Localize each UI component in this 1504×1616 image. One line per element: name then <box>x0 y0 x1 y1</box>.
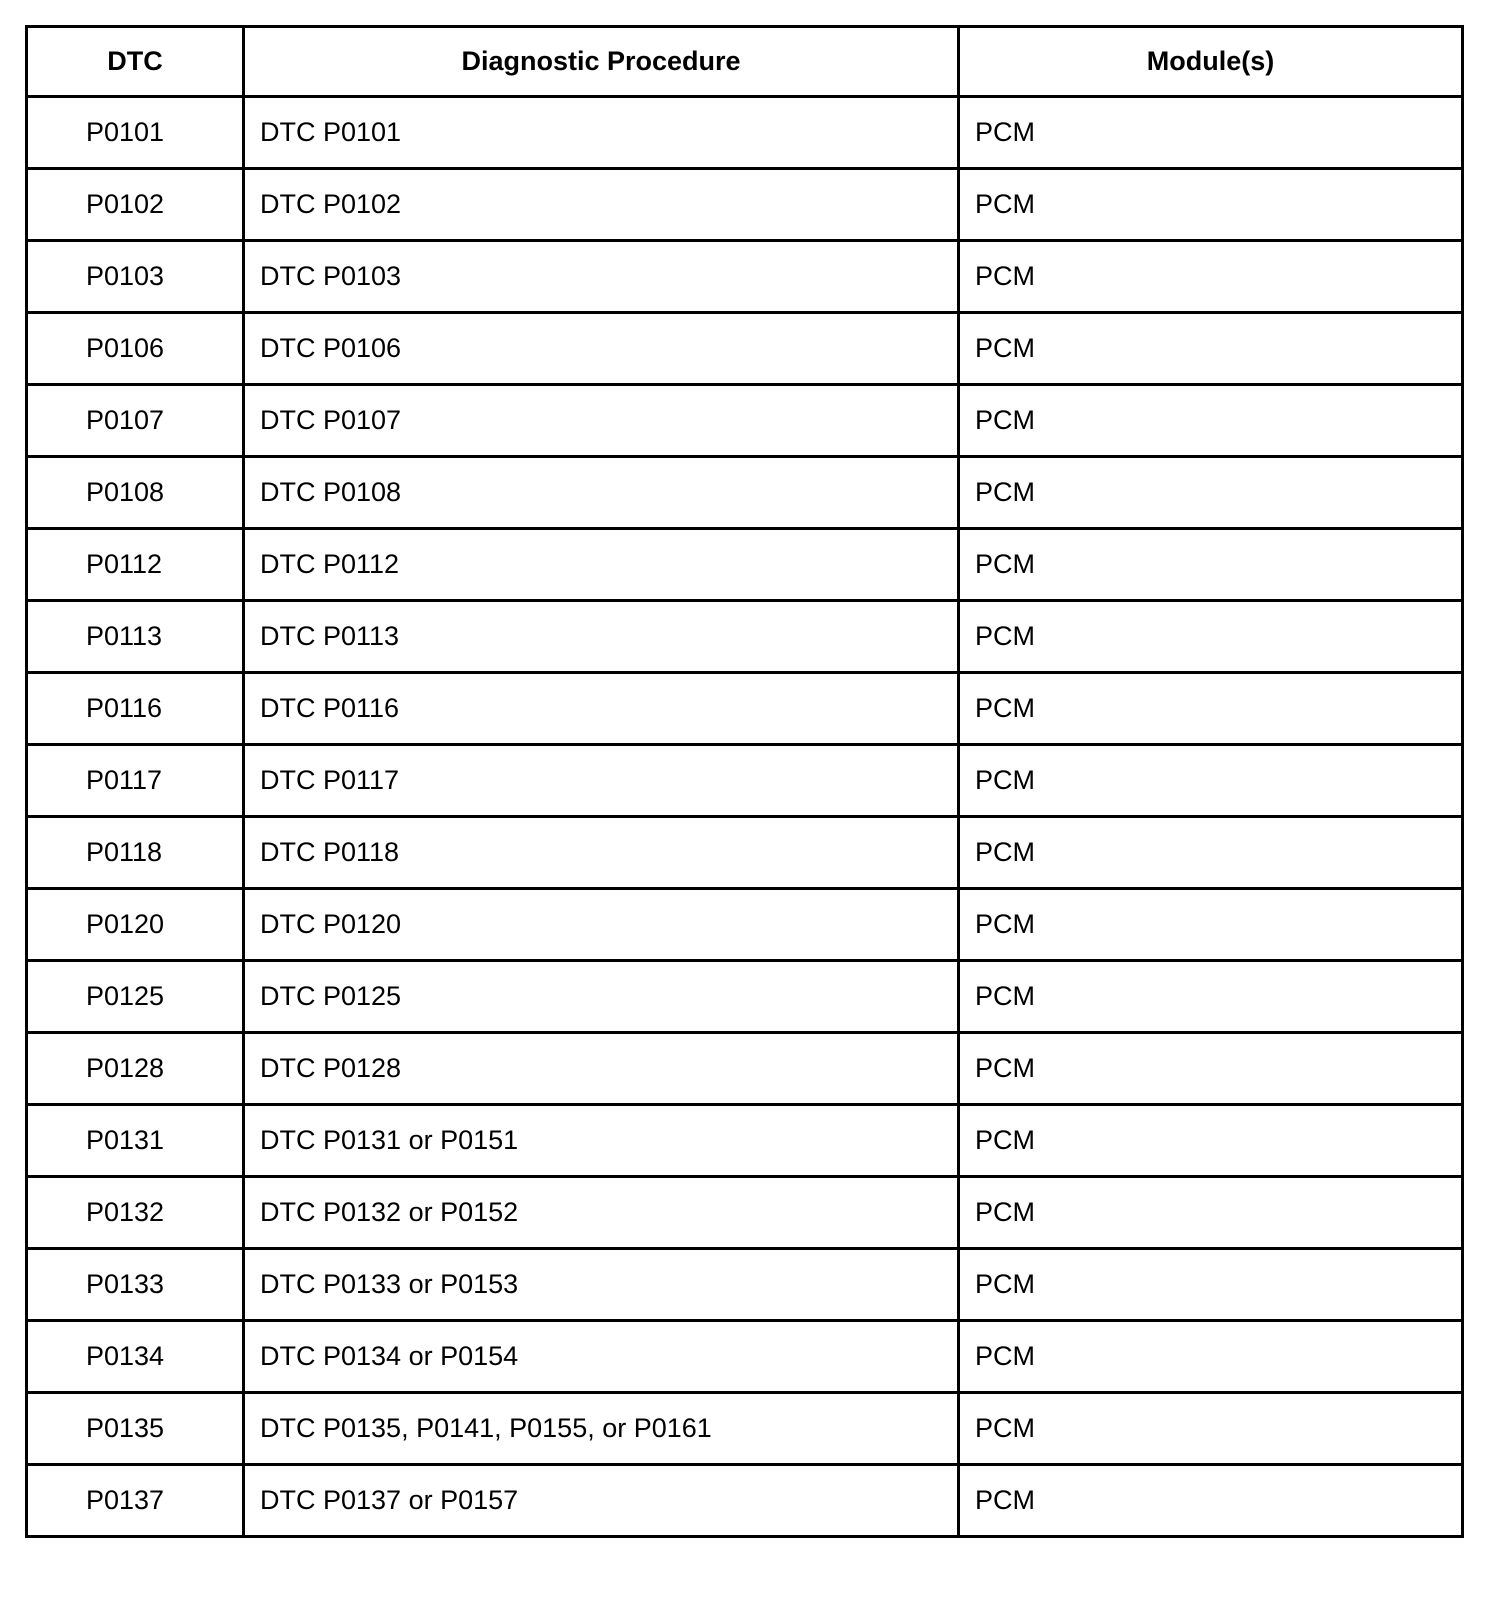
module-cell: PCM <box>959 745 1463 817</box>
module-cell: PCM <box>959 961 1463 1033</box>
diagnostic-procedure-cell: DTC P0137 or P0157 <box>244 1465 959 1537</box>
table-row <box>27 1105 1463 1177</box>
dtc-code-cell: P0108 <box>27 457 244 529</box>
diagnostic-procedure-cell: DTC P0101 <box>244 97 959 169</box>
dtc-code-cell: P0102 <box>27 169 244 241</box>
diagnostic-procedure-cell: DTC P0113 <box>244 601 959 673</box>
dtc-code-cell: P0128 <box>27 1033 244 1105</box>
table-row <box>27 1033 1463 1105</box>
dtc-code-cell: P0125 <box>27 961 244 1033</box>
dtc-code-cell: P0107 <box>27 385 244 457</box>
header-modules: Module(s) <box>959 27 1463 97</box>
table-header <box>27 27 1463 97</box>
module-cell: PCM <box>959 1465 1463 1537</box>
table-body <box>27 97 1463 1537</box>
dtc-code-cell: P0106 <box>27 313 244 385</box>
module-cell: PCM <box>959 601 1463 673</box>
module-cell: PCM <box>959 817 1463 889</box>
header-row <box>27 27 1463 97</box>
table-row <box>27 169 1463 241</box>
module-cell: PCM <box>959 385 1463 457</box>
diagnostic-procedure-cell: DTC P0103 <box>244 241 959 313</box>
dtc-code-cell: P0137 <box>27 1465 244 1537</box>
module-cell: PCM <box>959 313 1463 385</box>
module-cell: PCM <box>959 673 1463 745</box>
diagnostic-procedure-cell: DTC P0116 <box>244 673 959 745</box>
table-row <box>27 961 1463 1033</box>
table-row <box>27 1393 1463 1465</box>
diagnostic-procedure-cell: DTC P0125 <box>244 961 959 1033</box>
diagnostic-procedure-cell: DTC P0118 <box>244 817 959 889</box>
dtc-code-cell: P0120 <box>27 889 244 961</box>
diagnostic-procedure-cell: DTC P0131 or P0151 <box>244 1105 959 1177</box>
table-row <box>27 889 1463 961</box>
diagnostic-procedure-cell: DTC P0117 <box>244 745 959 817</box>
module-cell: PCM <box>959 1321 1463 1393</box>
table-row <box>27 601 1463 673</box>
table-row <box>27 529 1463 601</box>
module-cell: PCM <box>959 97 1463 169</box>
table-row <box>27 457 1463 529</box>
diagnostic-procedure-cell: DTC P0135, P0141, P0155, or P0161 <box>244 1393 959 1465</box>
module-cell: PCM <box>959 1249 1463 1321</box>
dtc-code-cell: P0133 <box>27 1249 244 1321</box>
dtc-code-cell: P0116 <box>27 673 244 745</box>
table-row <box>27 673 1463 745</box>
dtc-table <box>25 25 1464 1538</box>
dtc-code-cell: P0132 <box>27 1177 244 1249</box>
diagnostic-procedure-cell: DTC P0108 <box>244 457 959 529</box>
table-row <box>27 1321 1463 1393</box>
diagnostic-procedure-cell: DTC P0106 <box>244 313 959 385</box>
module-cell: PCM <box>959 169 1463 241</box>
diagnostic-procedure-cell: DTC P0120 <box>244 889 959 961</box>
module-cell: PCM <box>959 1393 1463 1465</box>
table-row <box>27 241 1463 313</box>
table-row <box>27 97 1463 169</box>
table-row <box>27 1249 1463 1321</box>
module-cell: PCM <box>959 457 1463 529</box>
table-row <box>27 1465 1463 1537</box>
dtc-code-cell: P0117 <box>27 745 244 817</box>
dtc-code-cell: P0101 <box>27 97 244 169</box>
table-row <box>27 385 1463 457</box>
table-row <box>27 313 1463 385</box>
diagnostic-procedure-cell: DTC P0134 or P0154 <box>244 1321 959 1393</box>
diagnostic-procedure-cell: DTC P0102 <box>244 169 959 241</box>
diagnostic-procedure-cell: DTC P0133 or P0153 <box>244 1249 959 1321</box>
dtc-code-cell: P0118 <box>27 817 244 889</box>
module-cell: PCM <box>959 1033 1463 1105</box>
header-dtc: DTC <box>27 27 244 97</box>
dtc-code-cell: P0135 <box>27 1393 244 1465</box>
table-row <box>27 745 1463 817</box>
dtc-code-cell: P0113 <box>27 601 244 673</box>
module-cell: PCM <box>959 529 1463 601</box>
module-cell: PCM <box>959 1105 1463 1177</box>
header-diagnostic-procedure: Diagnostic Procedure <box>244 27 959 97</box>
diagnostic-procedure-cell: DTC P0132 or P0152 <box>244 1177 959 1249</box>
dtc-code-cell: P0131 <box>27 1105 244 1177</box>
table-row <box>27 1177 1463 1249</box>
dtc-code-cell: P0134 <box>27 1321 244 1393</box>
module-cell: PCM <box>959 889 1463 961</box>
diagnostic-procedure-cell: DTC P0128 <box>244 1033 959 1105</box>
diagnostic-procedure-cell: DTC P0107 <box>244 385 959 457</box>
dtc-code-cell: P0112 <box>27 529 244 601</box>
module-cell: PCM <box>959 1177 1463 1249</box>
diagnostic-procedure-cell: DTC P0112 <box>244 529 959 601</box>
module-cell: PCM <box>959 241 1463 313</box>
table-row <box>27 817 1463 889</box>
dtc-code-cell: P0103 <box>27 241 244 313</box>
